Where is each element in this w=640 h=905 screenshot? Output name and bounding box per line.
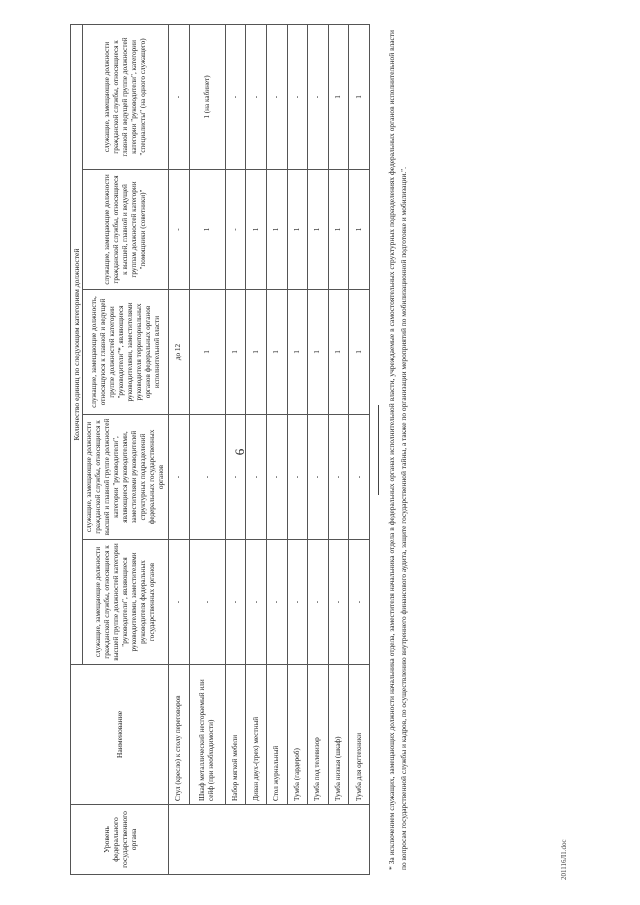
- header-category-3: служащие, замещающие должность, относящуюся к главной и ведущей группе должностей категории "руководители"*, являющиеся руководителями, заместителями руководителя территориальных органов федеральных органов исполнительной власти: [83, 290, 169, 415]
- row-value: -: [169, 415, 190, 540]
- row-value: 1: [189, 290, 225, 415]
- table-row: [189, 24, 225, 874]
- level-cell: [169, 805, 370, 875]
- row-value: 1 (на кабинет): [189, 24, 225, 169]
- row-value: -: [266, 540, 287, 665]
- row-value: -: [287, 24, 308, 169]
- row-value: -: [189, 415, 225, 540]
- header-category-2: служащие, замещающие должности гражданской службы, относящиеся к высшей и главной группе должностей категории "руководители", являющиеся руководителями, заместителями руководителей структурных подразделений федеральных государственных органов: [83, 415, 169, 540]
- header-group: Количество единиц по следующим категориям должностей: [71, 24, 83, 664]
- table-row: [287, 24, 308, 874]
- header-category-1: служащие, замещающие должности гражданской службы, относящиеся к высшей группе должностей категории "руководители", являющиеся руководителями, заместителями руководителя федеральных государственных органов: [83, 540, 169, 665]
- furniture-table: [70, 24, 370, 875]
- page-number: 6: [232, 448, 247, 456]
- row-name: Набор мягкой мебели: [225, 665, 246, 805]
- row-value: -: [328, 540, 349, 665]
- row-value: 1: [287, 290, 308, 415]
- row-name: Диван двух-(трех) местный: [246, 665, 267, 805]
- row-value: 1: [308, 170, 329, 290]
- table-row: [308, 24, 329, 874]
- row-value: 1: [266, 290, 287, 415]
- row-value: 1: [246, 290, 267, 415]
- row-value: -: [169, 24, 190, 169]
- row-name: Тумба для оргтехники: [349, 665, 370, 805]
- table-row: [328, 24, 349, 874]
- row-value: 1: [308, 290, 329, 415]
- row-value: 1: [328, 290, 349, 415]
- row-name: Тумба низкая (шкаф): [328, 665, 349, 805]
- footnote: * За исключением служащих, замещающих должности начальника отдела, заместителя начальника отдела в федеральных органах исполнительной власти, учреждаемые в самостоятельных структурных подразделениях федеральных органов исполнительной власти по вопросам государственной службы и кадров, по осуществлению внутреннего финансового аудита, защите государственной тайны, а также по организации мероприятий по мобилизационной подготовке и мобилизации.".: [387, 30, 408, 870]
- row-value: -: [246, 540, 267, 665]
- furniture-table-wrapper: [70, 25, 370, 875]
- row-value: 1: [349, 24, 370, 169]
- document-id: 201116Л1.doc: [560, 839, 568, 880]
- row-value: -: [225, 540, 246, 665]
- row-value: 1: [287, 170, 308, 290]
- row-value: до 12: [169, 290, 190, 415]
- row-value: 1: [266, 170, 287, 290]
- header-name: Наименование: [71, 665, 169, 805]
- table-row: [169, 24, 190, 874]
- row-name: Стол журнальный: [266, 665, 287, 805]
- row-value: -: [287, 415, 308, 540]
- row-value: -: [349, 540, 370, 665]
- row-value: -: [266, 415, 287, 540]
- row-value: -: [225, 415, 246, 540]
- row-value: -: [349, 415, 370, 540]
- row-value: 1: [328, 170, 349, 290]
- row-value: -: [266, 24, 287, 169]
- row-value: -: [246, 415, 267, 540]
- header-level: Уровень федерального государственного органа: [71, 805, 169, 875]
- row-value: -: [189, 540, 225, 665]
- row-name: Тумба (гардероб): [287, 665, 308, 805]
- row-name: Шкаф металлический несгораемый или сейф (при необходимости): [189, 665, 225, 805]
- row-name: Стул (кресло) к столу переговоров: [169, 665, 190, 805]
- row-value: 1: [225, 290, 246, 415]
- row-value: -: [308, 540, 329, 665]
- header-category-5: служащие, замещающие должности гражданской службы, относящиеся к главной и ведущей группе должностей категории "руководители", категории "специалисты" (на одного служащего): [83, 24, 169, 169]
- row-value: 1: [349, 290, 370, 415]
- header-category-4: служащие, замещающие должности гражданской службы, относящиеся к высшей, главной и ведущей группам должностей категории "помощники (советники)": [83, 170, 169, 290]
- table-row: [349, 24, 370, 874]
- row-value: -: [308, 24, 329, 169]
- table-row: [266, 24, 287, 874]
- row-value: -: [287, 540, 308, 665]
- row-value: -: [169, 540, 190, 665]
- row-value: 1: [328, 24, 349, 169]
- footnote-rule: [378, 405, 379, 495]
- table-row: [225, 24, 246, 874]
- row-value: 1: [349, 170, 370, 290]
- row-value: -: [169, 170, 190, 290]
- row-name: Тумба под телевизор: [308, 665, 329, 805]
- row-value: -: [225, 24, 246, 169]
- row-value: 1: [189, 170, 225, 290]
- row-value: -: [246, 24, 267, 169]
- row-value: -: [308, 415, 329, 540]
- row-value: 1: [246, 170, 267, 290]
- table-row: [246, 24, 267, 874]
- row-value: -: [328, 415, 349, 540]
- row-value: -: [225, 170, 246, 290]
